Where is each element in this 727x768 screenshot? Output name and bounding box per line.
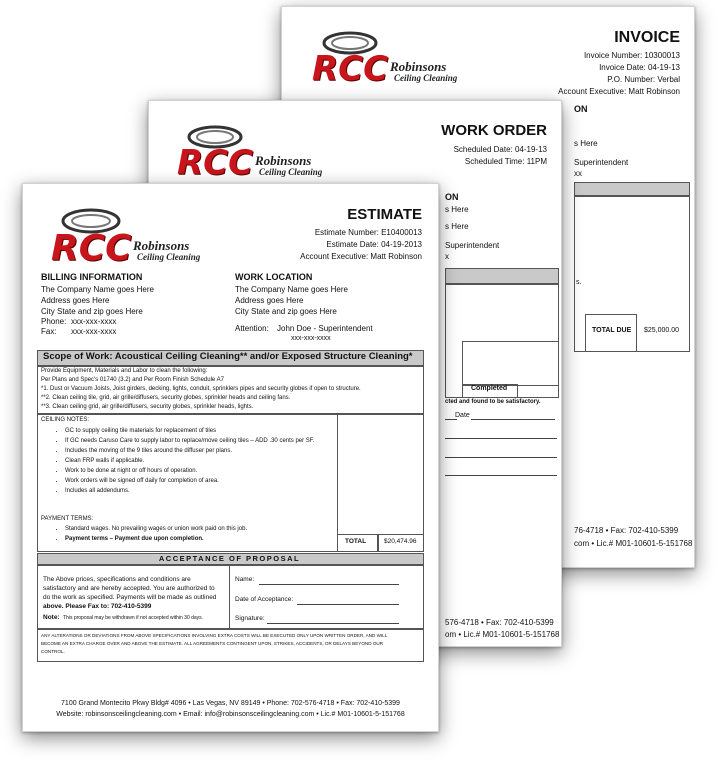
note-item: • If GC needs Caruso Care to supply labor to replace/move ceiling tiles – ADD .30 cents per SF.	[65, 437, 336, 445]
acceptance-title: ACCEPTANCE OF PROPOSAL	[158, 554, 301, 563]
acceptance-text: do the work as specified. Payments will be made as outlined	[43, 594, 217, 601]
workorder-footer: om • Lic.# M01-10601-5-151768	[445, 630, 560, 639]
payment-heading: PAYMENT TERMS:	[41, 516, 94, 522]
workorder-title: WORK ORDER	[441, 122, 547, 139]
invoice-fragment: s.	[576, 279, 582, 286]
scope-title: Scope of Work: Acoustical Ceiling Cleaning** and/or Exposed Structure Cleaning*	[43, 351, 413, 362]
workorder-rule	[445, 475, 557, 476]
logo-mark: RCC	[51, 228, 132, 269]
invoice-fragment: s Here	[574, 139, 598, 148]
attention-label: Attention:	[235, 324, 269, 333]
workorder-meta-line: Scheduled Time: 11PM	[464, 157, 547, 166]
invoice-footer: 76-4718 • Fax: 702-410-5399	[574, 526, 679, 535]
total-value: $20,474.96	[384, 538, 417, 545]
acceptance-note: This proposal may be withdrawn if not accepted within 30 days.	[63, 615, 204, 621]
billing-phone-label: Phone:	[41, 317, 67, 326]
footer-address: 7100 Grand Montecito Pkwy Bldg# 4096 • Las Vegas, NV 89149 • Phone: 702-576-4718 • Fax: 702-410-5399	[61, 700, 400, 707]
payment-list	[51, 525, 336, 545]
invoice-footer: com • Lic.# M01-10601-5-151768	[574, 539, 693, 548]
workorder-fragment: x	[445, 252, 449, 261]
payment-item: • Standard wages. No prevailing wages or union work paid on this job.	[65, 525, 336, 533]
notes-list	[51, 427, 336, 497]
billing-phone: xxx-xxx-xxxx	[71, 317, 117, 326]
signature-label: Signature:	[235, 615, 265, 622]
attention-name: John Doe - Superintendent	[277, 324, 373, 333]
billing-heading: BILLING INFORMATION	[41, 272, 143, 282]
location-line: The Company Name goes Here	[235, 285, 348, 294]
billing-fax: xxx-xxx-xxxx	[71, 327, 117, 336]
invoice-meta-line: Invoice Number: 10300013	[583, 51, 680, 60]
date-field[interactable]	[297, 604, 399, 605]
logo-name: Robinsons	[255, 153, 312, 168]
company-logo	[51, 204, 216, 274]
company-logo	[177, 121, 337, 186]
footer-contact: Website: robinsonsceilingcleaning.com • Email: info@robinsonsceilingcleaning.com • Lic.# M01-10601-5-151768	[56, 711, 405, 718]
invoice-fragment: ON	[574, 104, 588, 114]
disclaimer-line: BECOME AN EXTRA CHARGE OVER AND ABOVE THE ESTIMATE. ALL AGREEMENTS CONTINGENT UPON, STRIKES, ACCIDENTS, OR DELAYS BEYOND OUR	[41, 641, 384, 646]
acceptance-text: The Above prices, specifications and conditions are	[43, 576, 191, 583]
estimate-title: ESTIMATE	[347, 206, 422, 223]
acceptance-fax: above. Please Fax to: 702-410-5399	[43, 603, 152, 610]
workorder-rule	[445, 438, 557, 439]
notes-divider-col	[337, 413, 424, 552]
billing-line: Address goes Here	[41, 296, 110, 305]
note-item: • Clean FRP walls if applicable.	[65, 457, 336, 465]
disclaimer-line: CONTROL.	[41, 649, 65, 654]
disclaimer-line: ANY ALTERATIONS OR DEVIATIONS FROM ABOVE SPECIFICATIONS INVOLVING EXTRA COSTS WILL BE EXECUTED ONLY UPON WRITTEN ORDER, AND WILL	[41, 633, 388, 638]
notes-heading: CEILING NOTES:	[41, 417, 90, 423]
workorder-note: cted and found to be satisfactory.	[445, 399, 541, 405]
note-item: • Includes all addendums.	[65, 487, 336, 495]
note-item: • Work to be done at night or off hours of operation.	[65, 467, 336, 475]
workorder-fragment: Superintendent	[445, 241, 500, 250]
workorder-date-line	[471, 419, 555, 420]
invoice-meta-line: P.O. Number: Verbal	[607, 75, 680, 84]
workorder-date-label: Date	[455, 412, 470, 419]
company-logo	[312, 27, 472, 92]
name-label: Name:	[235, 576, 255, 583]
payment-item: • Payment terms – Payment due upon completion.	[65, 535, 336, 543]
total-label: TOTAL	[345, 538, 367, 545]
invoice-title: INVOICE	[614, 29, 680, 46]
location-line: Address goes Here	[235, 296, 304, 305]
name-field[interactable]	[259, 584, 399, 585]
workorder-completed-label: Completed	[471, 385, 508, 392]
logo-name: Robinsons	[390, 59, 447, 74]
logo-mark: RCC	[312, 49, 389, 89]
workorder-meta-line: Scheduled Date: 04-19-13	[453, 145, 547, 154]
invoice-total-label: TOTAL DUE	[592, 327, 632, 334]
attention-phone: xxx-xxx-xxxx	[291, 335, 331, 342]
invoice-meta-line: Invoice Date: 04-19-13	[599, 63, 680, 72]
estimate-date: Estimate Date: 04-19-2013	[326, 240, 422, 249]
logo-mark: RCC	[177, 143, 254, 183]
scope-line: **2. Clean ceiling tile, grid, air grille/diffusers, security globes, sprinkler heads and ceiling fans.	[41, 395, 291, 401]
location-line: City State and zip goes Here	[235, 307, 337, 316]
workorder-signature-line	[445, 419, 457, 420]
billing-line: City State and zip goes Here	[41, 307, 143, 316]
logo-subtitle: Ceiling Cleaning	[137, 252, 201, 262]
workorder-fragment: ON	[445, 192, 459, 202]
note-item: • Work orders will be signed off daily for completion of area.	[65, 477, 336, 485]
acceptance-note-label: Note:	[43, 614, 60, 621]
date-label: Date of Acceptance:	[235, 596, 294, 603]
scope-line: **3. Clean ceiling grid, air grille/diffusers, security globes, sprinkler heads, lights.	[41, 404, 254, 410]
billing-line: The Company Name goes Here	[41, 285, 154, 294]
scope-line: Provide Equipment, Materials and Labor to clean the following:	[41, 368, 208, 374]
billing-fax-label: Fax:	[41, 327, 57, 336]
logo-subtitle: Ceiling Cleaning	[394, 73, 458, 83]
scope-line: Per Plans and Spec's 01740 (3.2) and Per Room Finish Schedule A7	[41, 377, 224, 383]
workorder-fragment: s Here	[445, 205, 469, 214]
invoice-fragment: Superintendent	[574, 158, 629, 167]
estimate-sheet	[22, 183, 439, 732]
workorder-sign-box	[462, 341, 559, 386]
location-heading: WORK LOCATION	[235, 272, 313, 282]
invoice-meta-line: Account Executive: Matt Robinson	[558, 87, 680, 96]
workorder-rule	[445, 457, 557, 458]
workorder-footer: 576-4718 • Fax: 702-410-5399	[445, 618, 554, 627]
note-item: • Includes the moving of the 9 tiles around the diffuser per plans.	[65, 447, 336, 455]
account-executive: Account Executive: Matt Robinson	[300, 252, 422, 261]
estimate-number: Estimate Number: E10400013	[314, 228, 422, 237]
logo-name: Robinsons	[133, 238, 190, 253]
logo-subtitle: Ceiling Cleaning	[259, 167, 323, 177]
note-item: • GC to supply ceiling tile materials for replacement of tiles	[65, 427, 336, 435]
acceptance-text: satisfactory and are hereby accepted. You are authorized to	[43, 585, 215, 592]
workorder-fragment: s Here	[445, 222, 469, 231]
scope-line: *1. Dust or Vacuum Joists, Joist girders, decking, lights, conduit, sprinklers pipes and security globes if open to structure.	[41, 386, 361, 392]
signature-field[interactable]	[267, 623, 399, 624]
invoice-fragment: xx	[574, 169, 582, 178]
invoice-total-value: $25,000.00	[644, 327, 680, 334]
